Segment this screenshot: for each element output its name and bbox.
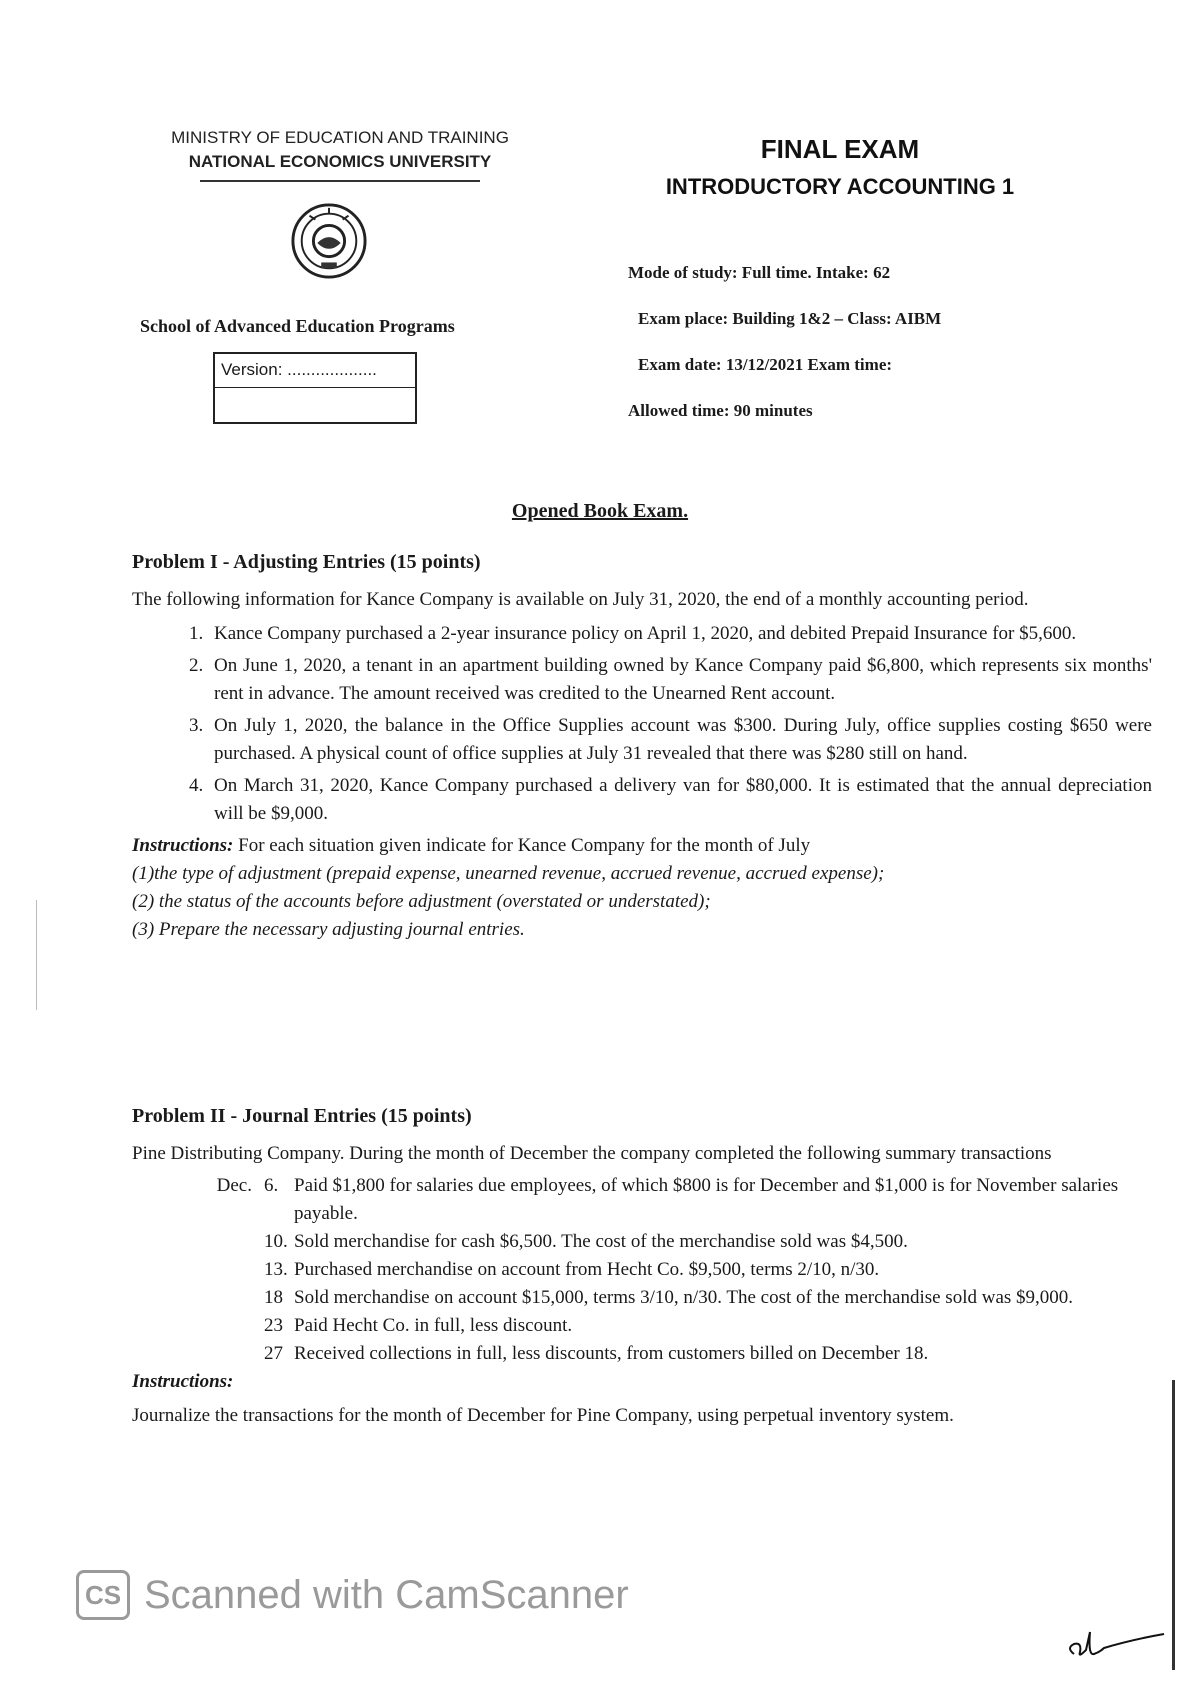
transaction-text: Sold merchandise for cash $6,500. The cost of the merchandise sold was $4,500. [294, 1231, 908, 1252]
problem-1 [132, 548, 1152, 944]
camscanner-watermark [76, 1570, 629, 1620]
problem-2-instructions-text: Journalize the transactions for the month of December for Pine Company, using perpetual inventory system. [132, 1405, 954, 1426]
transaction-row [132, 1340, 1152, 1368]
instructions-label: Instructions: [132, 835, 234, 856]
transaction-text: Paid $1,800 for salaries due employees, of which $800 is for December and $1,000 is for November salaries payable. [294, 1175, 1119, 1224]
institution-header [140, 126, 540, 182]
transaction-day: 23 [264, 1315, 283, 1336]
transaction-text: Received collections in full, less discounts, from customers billed on December 18. [294, 1343, 929, 1364]
problem-1-items [132, 620, 1152, 828]
scan-edge-line [1172, 1380, 1175, 1670]
transaction-day: 18 [264, 1287, 283, 1308]
header-divider [200, 180, 480, 182]
instructions-text: For each situation given indicate for Kance Company for the month of July [233, 835, 811, 856]
problem-1-heading: Problem I - Adjusting Entries (15 points) [132, 551, 481, 573]
transaction-row [132, 1284, 1152, 1312]
transaction-day: 6. [264, 1175, 279, 1196]
transaction-text: Paid Hecht Co. in full, less discount. [294, 1315, 573, 1336]
watermark-text: Scanned with CamScanner [144, 1572, 629, 1617]
university-name: NATIONAL ECONOMICS UNIVERSITY [188, 152, 492, 171]
problem-2-heading: Problem II - Journal Entries (15 points) [132, 1105, 472, 1127]
exam-date: Exam date: 13/12/2021 Exam time: [638, 355, 893, 374]
scan-edge-mark [36, 900, 37, 1010]
problem-1-instructions [132, 832, 1152, 860]
exam-place: Exam place: Building 1&2 – Class: AIBM [638, 309, 942, 328]
exam-type: Opened Book Exam. [511, 500, 689, 522]
transaction-day: 10. [264, 1231, 288, 1252]
transaction-list [132, 1172, 1152, 1368]
version-label: Version: ................... [215, 354, 415, 388]
version-box [213, 352, 417, 424]
camscanner-logo-icon: CS [76, 1570, 130, 1620]
instruction-line: (3) Prepare the necessary adjusting journal entries. [132, 919, 525, 940]
school-name: School of Advanced Education Programs [140, 316, 455, 336]
signature-icon [1060, 1618, 1170, 1668]
exam-title: FINAL EXAM [760, 134, 920, 164]
instruction-line: (1)the type of adjustment (prepaid expense, unearned revenue, accrued revenue, accrued expense); [132, 863, 885, 884]
university-seal-icon [290, 202, 368, 280]
ministry-name: MINISTRY OF EDUCATION AND TRAINING [171, 128, 509, 147]
mode-of-study: Mode of study: Full time. Intake: 62 [628, 263, 891, 282]
transaction-row [132, 1256, 1152, 1284]
problem-2 [132, 1102, 1152, 1430]
problem-2-instructions-label: Instructions: [132, 1371, 234, 1392]
course-title: INTRODUCTORY ACCOUNTING 1 [665, 174, 1015, 199]
transaction-text: Purchased merchandise on account from Hecht Co. $9,500, terms 2/10, n/30. [294, 1259, 880, 1280]
transaction-row [132, 1312, 1152, 1340]
transaction-row [132, 1228, 1152, 1256]
list-item: 1. Kance Company purchased a 2-year insurance policy on April 1, 2020, and debited Prepaid Insurance for $5,600. [208, 620, 1152, 648]
exam-title-block [640, 132, 1040, 204]
transaction-day: 13. [264, 1259, 288, 1280]
problem-1-intro: The following information for Kance Company is available on July 31, 2020, the end of a monthly accounting period. [132, 589, 1029, 610]
instruction-line: (2) the status of the accounts before adjustment (overstated or understated); [132, 891, 711, 912]
list-item: 3. On July 1, 2020, the balance in the Office Supplies account was $300. During July, office supplies costing $650 were purchased. A physical count of office supplies at July 31 revealed that there was $280 still on hand. [208, 712, 1152, 768]
allowed-time: Allowed time: 90 minutes [628, 401, 813, 420]
transaction-row [132, 1172, 1152, 1228]
transaction-month: Dec. [216, 1175, 252, 1196]
list-item: 2. On June 1, 2020, a tenant in an apartment building owned by Kance Company paid $6,800, which represents six months' rent in advance. The amount received was credited to the Unearned Rent account. [208, 652, 1152, 708]
transaction-day: 27 [264, 1343, 283, 1364]
list-item: 4. On March 31, 2020, Kance Company purchased a delivery van for $80,000. It is estimated that the annual depreciation will be $9,000. [208, 772, 1152, 828]
transaction-text: Sold merchandise on account $15,000, terms 3/10, n/30. The cost of the merchandise sold was $9,000. [294, 1287, 1074, 1308]
exam-info [628, 250, 941, 434]
problem-2-intro: Pine Distributing Company. During the month of December the company completed the following summary transactions [132, 1143, 1052, 1164]
